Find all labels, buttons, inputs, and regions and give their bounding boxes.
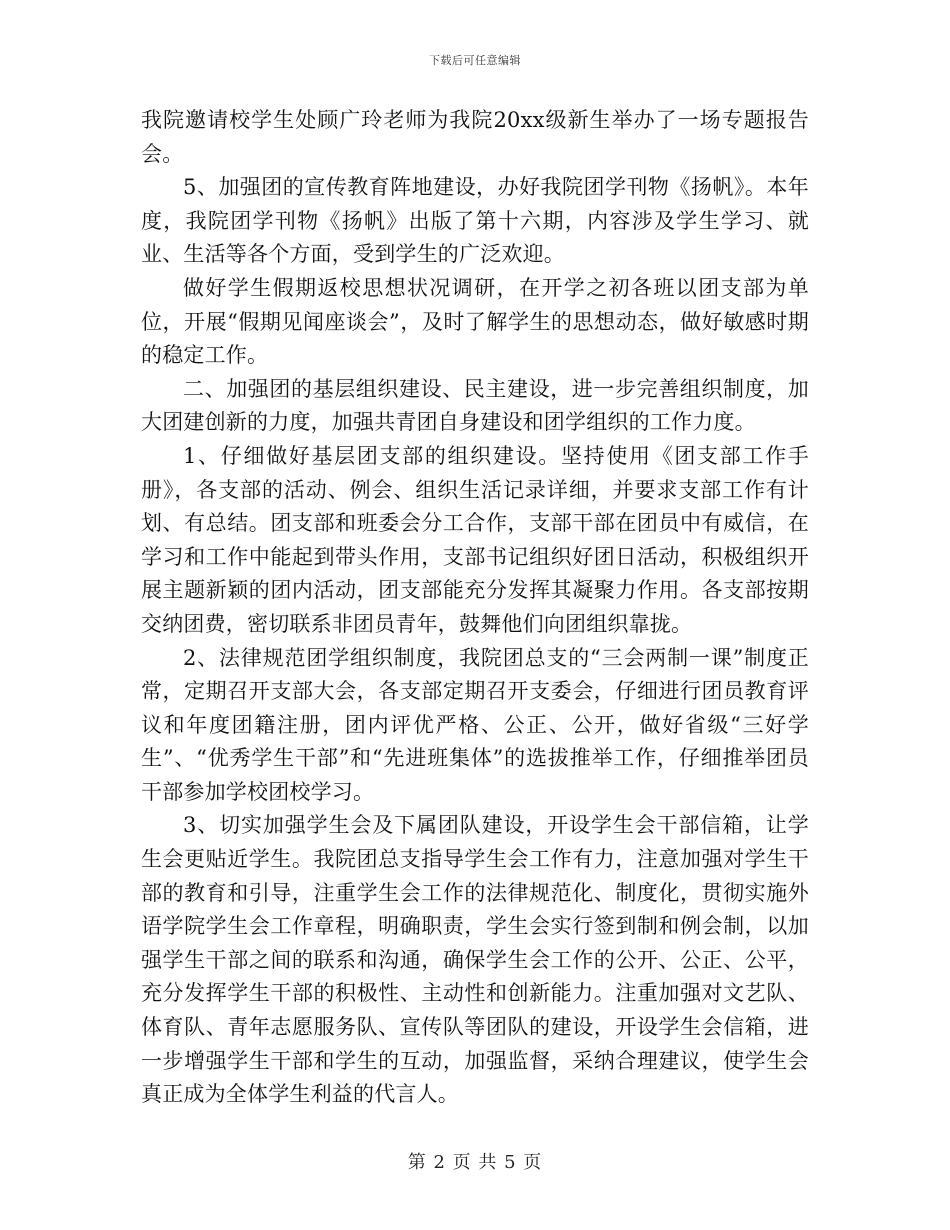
paragraph-item-two: 2、法律规范团学组织制度，我院团总支的“三会两制一课”制度正常，定期召开支部大会，各支部定期召开支委会，仔细进行团员教育评议和年度团籍注册，团内评优严格、公正、公开，做好省级“三好学生”、“优秀学生干部”和“先进班集体”的选拔推举工作，仔细推举团员干部参加学校团校学习。 bbox=[141, 645, 809, 804]
paragraph-item-one: 1、仔细做好基层团支部的组织建设。坚持使用《团支部工作手册》，各支部的活动、例会、组织生活记录详细，并要求支部工作有计划、有总结。团支部和班委会分工合作，支部干部在团员中有威信，在学习和工作中能起到带头作用，支部书记组织好团日活动，积极组织开展主题新颖的团内活动，团支部能充分发挥其凝聚力作用。各支部按期交纳团费，密切联系非团员青年，鼓舞他们向团组织靠拢。 bbox=[141, 443, 809, 636]
document-body bbox=[141, 104, 809, 1112]
paragraph-publicity: 5、加强团的宣传教育阵地建设，办好我院团学刊物《扬帆》。本年度，我院团学刊物《扬帆》出版了第十六期，内容涉及学生学习、就业、生活等各个方面，受到学生的广泛欢迎。 bbox=[141, 175, 809, 267]
paragraph-item-three: 3、切实加强学生会及下属团队建设，开设学生会干部信箱，让学生会更贴近学生。我院团总支指导学生会工作有力，注意加强对学生干部的教育和引导，注重学生会工作的法律规范化、制度化，贯彻实施外语学院学生会工作章程，明确职责，学生会实行签到制和例会制，以加强学生干部之间的联系和沟通，确保学生会工作的公开、公正、公平，充分发挥学生干部的积极性、主动性和创新能力。注重加强对文艺队、体育队、青年志愿服务队、宣传队等团队的建设，开设学生会信箱，进一步增强学生干部和学生的互动，加强监督，采纳合理建议，使学生会真正成为全体学生利益的代言人。 bbox=[141, 813, 809, 1107]
page-number: 第 2 页 共 5 页 bbox=[407, 1152, 543, 1173]
paragraph-continuation: 我院邀请校学生处顾广玲老师为我院20xx级新生举办了一场专题报告会。 bbox=[141, 108, 809, 166]
paragraph-section-two: 二、加强团的基层组织建设、民主建设，进一步完善组织制度，加大团建创新的力度，加强共青团自身建设和团学组织的工作力度。 bbox=[141, 376, 809, 435]
page-header: 下载后可任意编辑 bbox=[429, 54, 521, 67]
paragraph-survey: 做好学生假期返校思想状况调研，在开学之初各班以团支部为单位，开展“假期见闻座谈会”，及时了解学生的思想动态，做好敏感时期的稳定工作。 bbox=[141, 275, 809, 368]
